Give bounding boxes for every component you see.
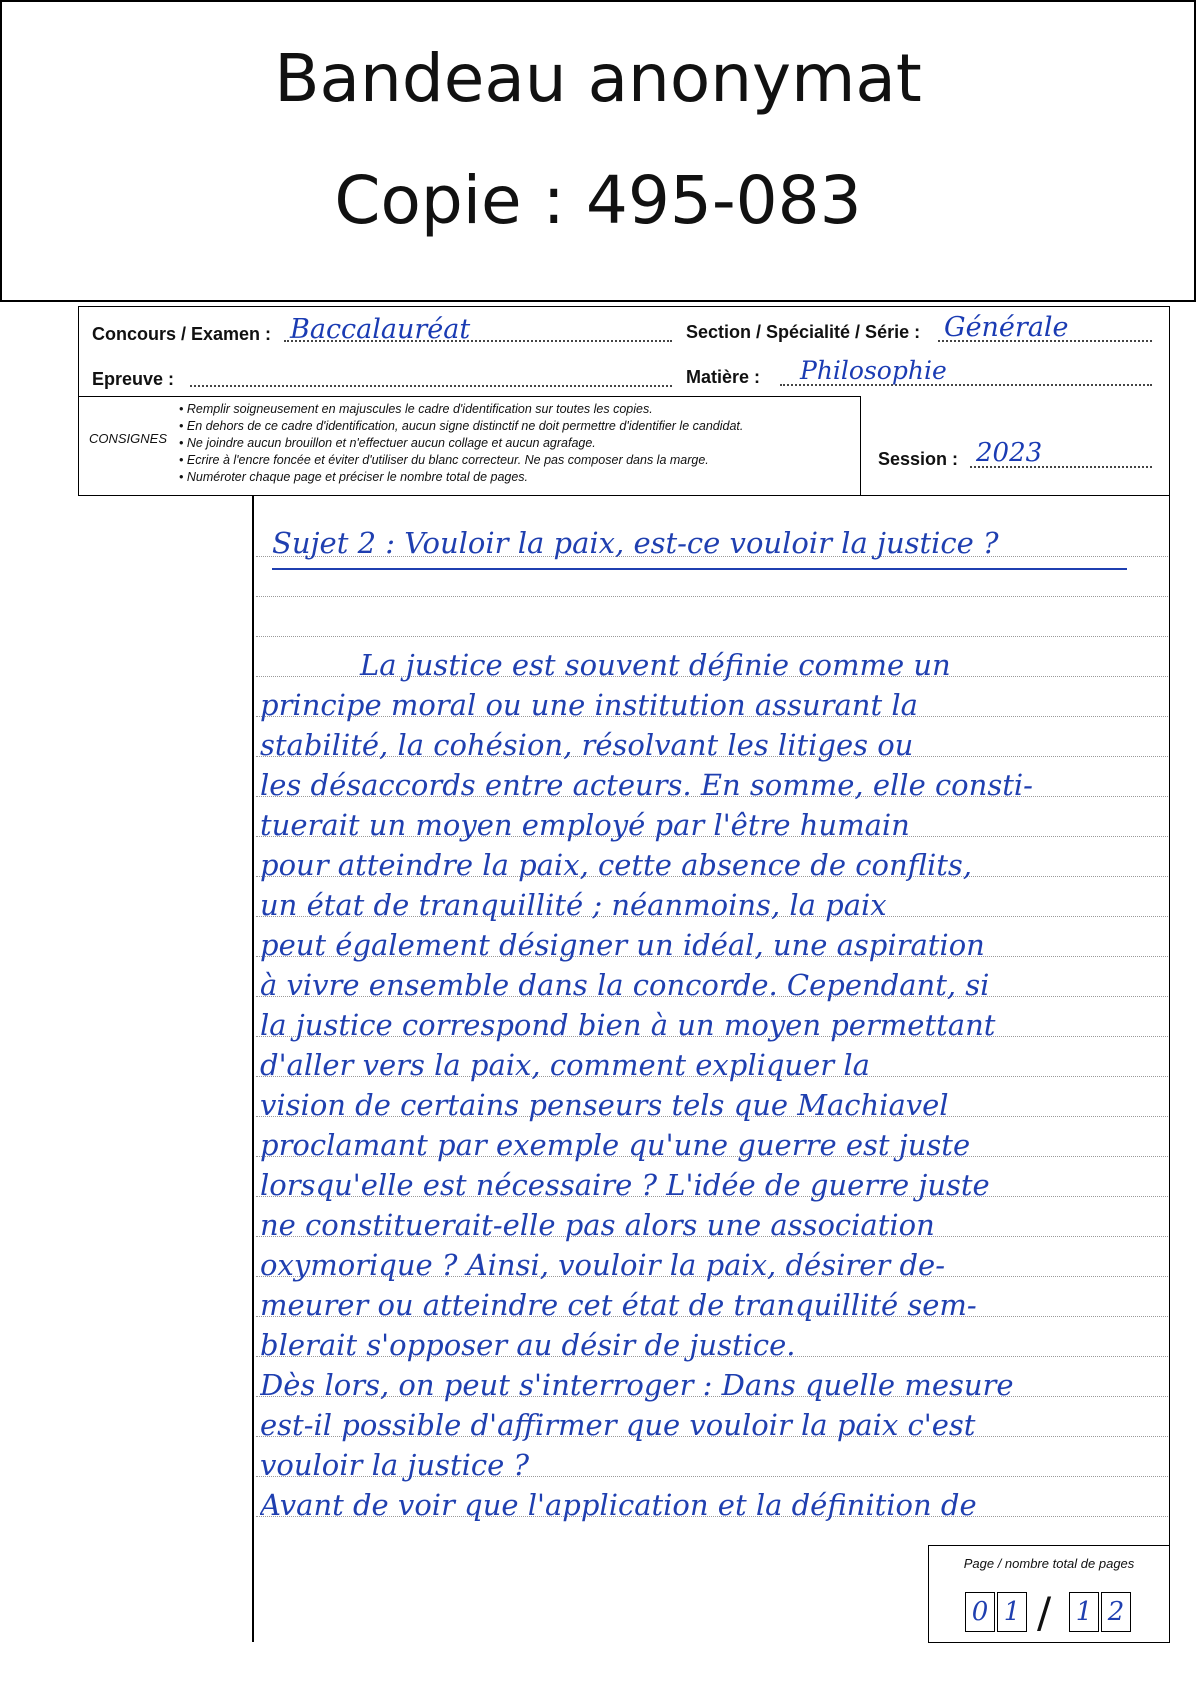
matiere-value: Philosophie [800,356,947,385]
matiere-label: Matière : [686,367,761,387]
instruction-item: • En dehors de ce cadre d'identification, aucun signe distinctif ne doit permettre d'identifier le candidat. [179,418,743,435]
essay-line: tuerait un moyen employé par l'être humain [260,808,910,842]
subject-underline [272,568,1127,570]
essay-line: pour atteindre la paix, cette absence de conflits, [260,848,972,882]
session-label: Session : [878,449,959,469]
concours-value: Baccalauréat [290,314,471,345]
essay-line: à vivre ensemble dans la concorde. Cependant, si [260,968,990,1002]
ruled-line [256,596,1168,597]
concours-label: Concours / Examen : [92,324,272,344]
essay-line: d'aller vers la paix, comment expliquer la [260,1048,870,1082]
essay-line: proclamant par exemple qu'une guerre est juste [260,1128,971,1162]
essay-line: La justice est souvent définie comme un [360,648,951,682]
essay-line: meurer ou atteindre cet état de tranquillité sem- [260,1288,977,1322]
essay-line: blerait s'opposer au désir de justice. [260,1328,796,1362]
essay-line: stabilité, la cohésion, résolvant les litiges ou [260,728,914,762]
instructions-box [78,396,861,496]
page-digit: 1 [997,1592,1027,1632]
page-slash: / [1037,1588,1052,1637]
page-number-label: Page / nombre total de pages [963,1556,1135,1571]
instruction-item: • Ne joindre aucun brouillon et n'effectuer aucun collage et aucun agrafage. [179,435,743,452]
instruction-item: • Numéroter chaque page et préciser le nombre total de pages. [179,469,743,486]
instructions-list [179,401,743,486]
essay-line: oxymorique ? Ainsi, vouloir la paix, désirer de- [260,1248,945,1282]
total-digit: 2 [1101,1592,1131,1632]
essay-line: les désaccords entre acteurs. En somme, elle consti- [260,768,1033,802]
essay-line: un état de tranquillité ; néanmoins, la paix [260,888,887,922]
total-digit: 1 [1069,1592,1099,1632]
section-label: Section / Spécialité / Série : [686,322,921,342]
ruled-line [256,636,1168,637]
banner-title: Bandeau anonymat [274,40,922,117]
essay-line: Avant de voir que l'application et la définition de [260,1488,977,1522]
essay-line: peut également désigner un idéal, une aspiration [260,928,985,962]
epreuve-label: Epreuve : [92,369,175,389]
anonymity-banner [0,0,1196,302]
essay-line: est-il possible d'affirmer que vouloir la paix c'est [260,1408,976,1442]
essay-line: vision de certains penseurs tels que Machiavel [260,1088,949,1122]
essay-subject: Sujet 2 : Vouloir la paix, est-ce vouloir la justice ? [272,526,999,560]
essay-line: Dès lors, on peut s'interroger : Dans quelle mesure [260,1368,1014,1402]
session-value: 2023 [976,438,1043,468]
instructions-label: CONSIGNES [89,431,168,446]
epreuve-dotted-line [190,385,672,387]
copy-number: Copie : 495-083 [334,162,862,239]
instruction-item: • Ecrire à l'encre foncée et éviter d'utiliser du blanc correcteur. Ne pas composer dans la marge. [179,452,743,469]
page-number-box [928,1545,1170,1643]
essay-line: vouloir la justice ? [260,1448,530,1482]
essay-line: principe moral ou une institution assurant la [260,688,918,722]
section-value: Générale [944,312,1069,343]
page-digit: 0 [965,1592,995,1632]
instruction-item: • Remplir soigneusement en majuscules le cadre d'identification sur toutes les copies. [179,401,743,418]
essay-line: la justice correspond bien à un moyen permettant [260,1008,996,1042]
essay-line: lorsqu'elle est nécessaire ? L'idée de guerre juste [260,1168,990,1202]
essay-line: ne constituerait-elle pas alors une association [260,1208,935,1242]
